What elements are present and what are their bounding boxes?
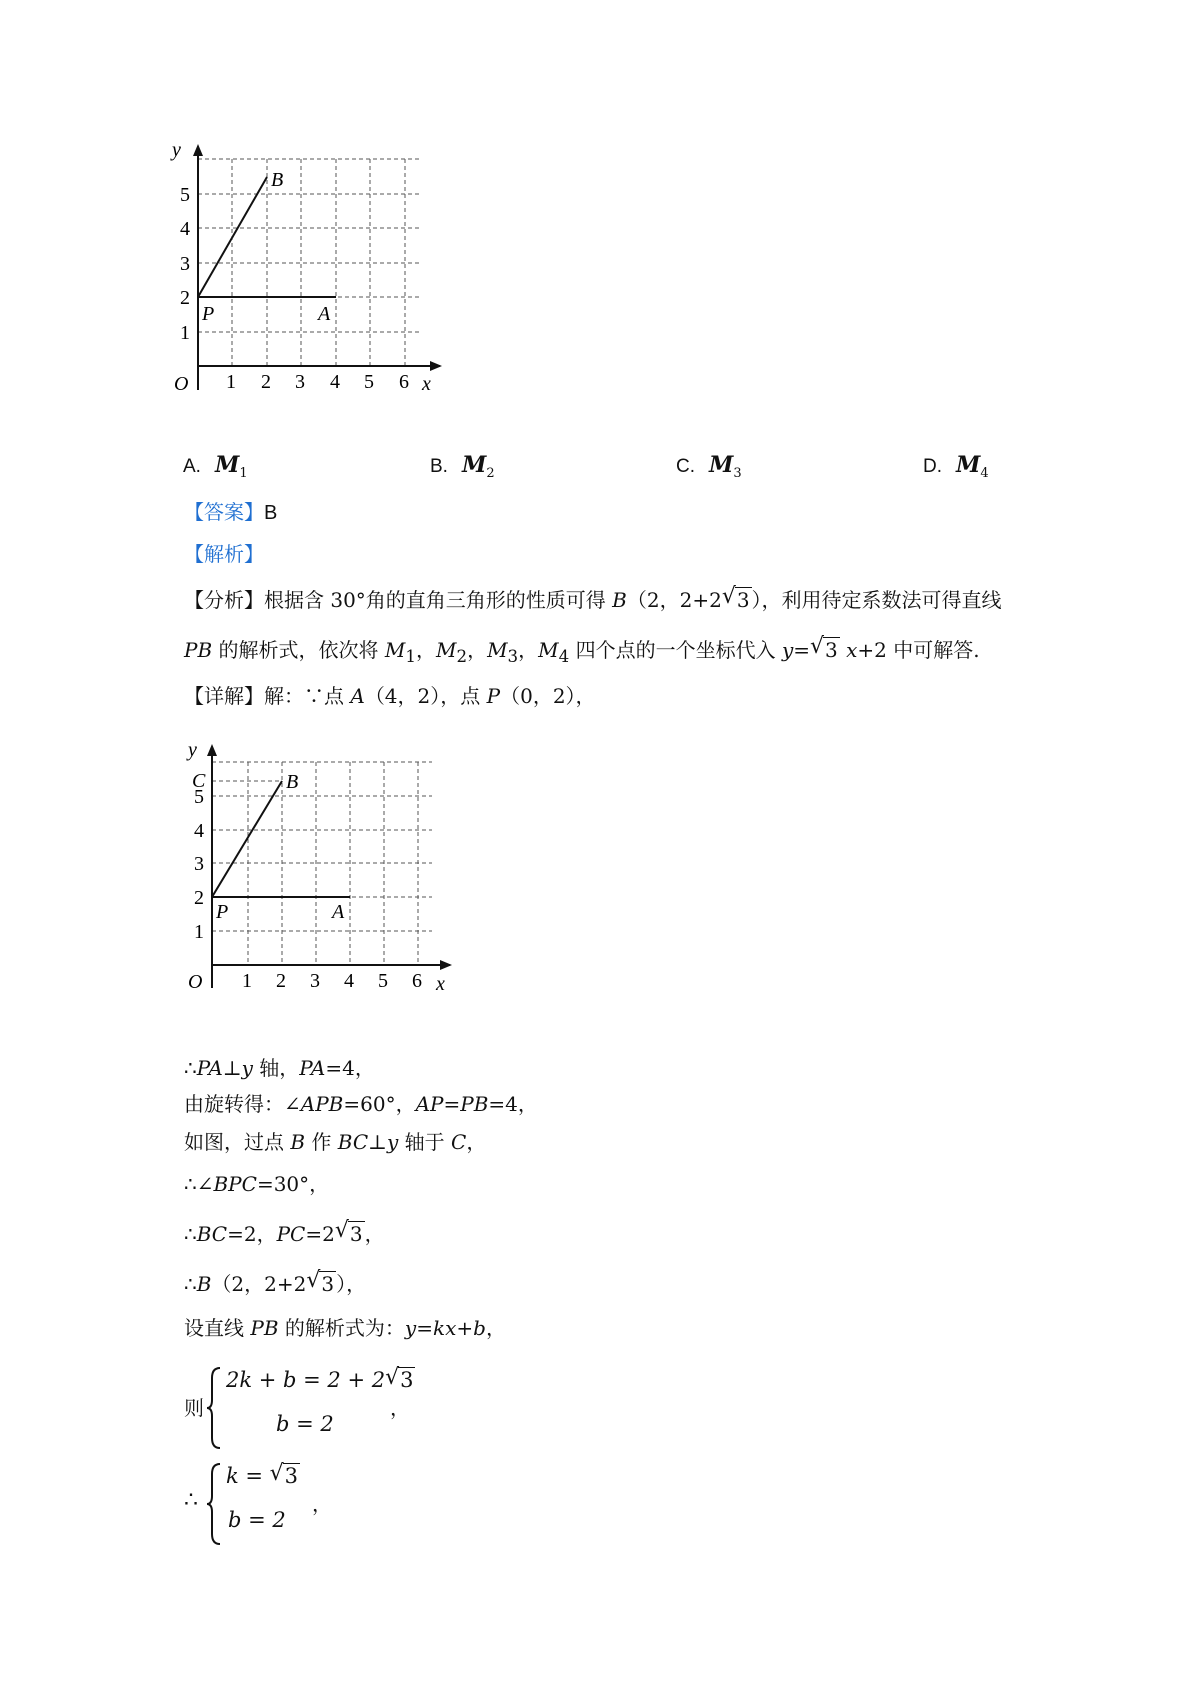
graph-1-x-label: x: [422, 373, 431, 395]
graph-1-y-label: y: [172, 140, 181, 161]
step-3: 如图，过点 B 作 BC⊥y 轴于 C，: [184, 1130, 487, 1154]
y-tick: 1: [194, 921, 204, 943]
option-d[interactable]: D. $M_4$: [923, 452, 989, 481]
point-P-label: P: [202, 303, 215, 325]
left-brace: [206, 1462, 222, 1546]
step-1: ∴PA⊥y 轴，PA=4，: [184, 1056, 375, 1080]
equation-2: b = 2: [276, 1412, 334, 1436]
equation-system-2: ∴ k = √ 3 b = 2 ，: [184, 1458, 384, 1548]
step-6: ∴B（2，2+2 √ 3 ），: [184, 1268, 367, 1296]
x-tick: 1: [242, 970, 252, 992]
step-2: 由旋转得：∠APB=60°，AP=PB=4，: [184, 1092, 538, 1116]
x-tick: 4: [330, 371, 340, 393]
graph-2: [160, 730, 460, 1000]
y-tick: 1: [180, 322, 190, 344]
option-c[interactable]: C. $M_3$: [676, 452, 742, 481]
equation-4: b = 2: [228, 1508, 286, 1532]
step-4: ∴∠BPC=30°，: [184, 1172, 330, 1196]
y-tick: 5: [180, 184, 190, 206]
y-tick: 3: [194, 853, 204, 875]
equation-3: k = √ 3: [226, 1461, 299, 1488]
x-tick: 3: [310, 970, 320, 992]
y-tick: 3: [180, 253, 190, 275]
x-tick: 5: [378, 970, 388, 992]
graph-2-origin: O: [188, 971, 203, 993]
point-B-label-2: B: [286, 771, 299, 793]
option-b[interactable]: B. $M_2$: [430, 452, 495, 481]
y-tick: 5: [194, 786, 204, 808]
y-tick: 4: [194, 820, 204, 842]
fenxi-line-2: PB 的解析式，依次将 $M_1$，$M_2$，$M_3$，$M_4$ 四个点的一个坐标代入 y= √ 3 x+2 中可解答.: [184, 634, 980, 666]
step-7: 设直线 PB 的解析式为：y=kx+b，: [184, 1316, 506, 1340]
segment-PB-2: [212, 781, 282, 897]
answer-line: 【答案】B: [184, 500, 278, 524]
graph-2-grid: [212, 762, 432, 965]
point-C-label: C: [192, 770, 206, 792]
x-tick: 4: [344, 970, 354, 992]
option-a[interactable]: A. $M_1$: [183, 452, 248, 481]
x-tick: 6: [412, 970, 422, 992]
equation-1: 2k + b = 2 + 2 √ 3: [226, 1365, 414, 1392]
graph-1-origin: O: [174, 373, 189, 395]
x-tick: 2: [261, 371, 271, 393]
xiangjie-line: 【详解】解：∵点 A（4，2），点 P（0，2），: [184, 684, 596, 708]
point-A-label-2: A: [332, 901, 345, 923]
x-tick: 6: [399, 371, 409, 393]
x-tick: 2: [276, 970, 286, 992]
graph-2-x-label: x: [436, 973, 445, 995]
x-tick: 1: [226, 371, 236, 393]
point-P-label-2: P: [216, 901, 229, 923]
step-5: ∴BC=2，PC=2 √ 3 ，: [184, 1218, 385, 1246]
graph-2-y-label: y: [188, 739, 197, 761]
graph-1-grid: [198, 159, 420, 368]
y-tick: 4: [180, 218, 190, 240]
y-tick: 2: [194, 887, 204, 909]
point-B-label: B: [271, 169, 284, 191]
x-tick: 5: [364, 371, 374, 393]
fenxi-line-1: 【分析】根据含 30°角的直角三角形的性质可得 B（2，2+2 √ 3 ），利用待定系数法可得直线: [184, 584, 1002, 612]
y-tick: 2: [180, 287, 190, 309]
graph-1: [160, 140, 460, 430]
equation-system-1: 则 2k + b = 2 + 2 √ 3 b = 2 ，: [184, 1362, 444, 1452]
point-A-label: A: [318, 303, 331, 325]
analysis-heading: 【解析】: [184, 542, 264, 566]
x-tick: 3: [295, 371, 305, 393]
left-brace: [206, 1366, 222, 1450]
